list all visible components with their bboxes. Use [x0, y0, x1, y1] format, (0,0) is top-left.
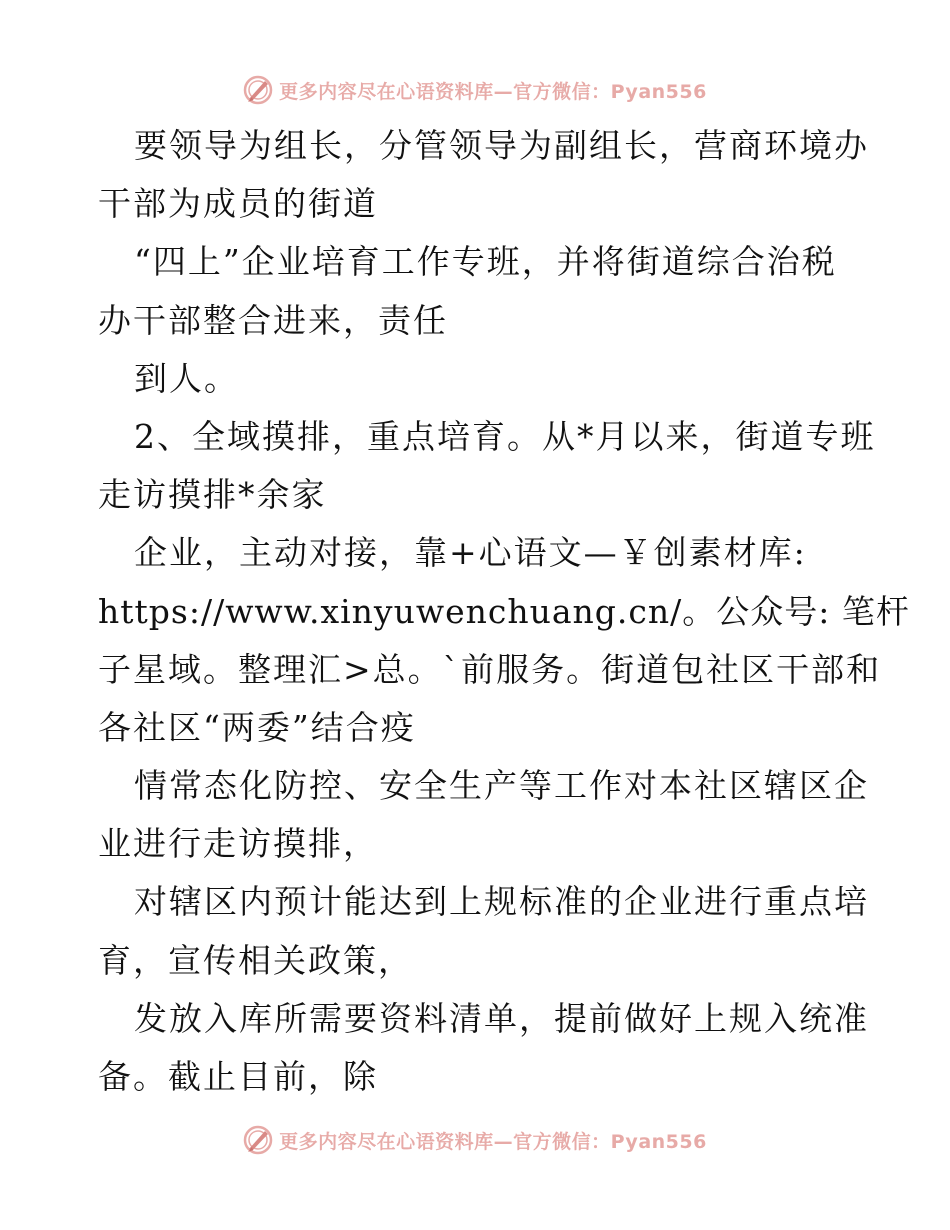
body-line: 2、全域摸排，重点培育。从*月以来，街道专班: [134, 416, 876, 456]
body-line: 对辖区内预计能达到上规标准的企业进行重点培: [134, 882, 869, 922]
body-line: https://www.xinyuwenchuang.cn/。公众号: 笔杆: [98, 591, 910, 631]
footer-banner: [0, 1120, 950, 1160]
body-line: 情常态化防控、安全生产等工作对本社区辖区企: [134, 766, 869, 806]
body-line: 育，宣传相关政策，: [98, 940, 413, 980]
body-line: 干部为成员的街道: [98, 184, 378, 224]
body-line: 备。截止目前，除: [98, 1057, 378, 1096]
header-banner-text: 更多内容尽在心语资料库—官方微信：Pyan556: [279, 80, 707, 103]
body-line: 业进行走访摸排，: [98, 824, 378, 864]
body-line: 企业，主动对接，靠+心语文—￥创素材库:: [134, 533, 807, 573]
body-line: 各社区“两委”结合疫: [98, 707, 416, 747]
footer-banner-text: 更多内容尽在心语资料库—官方微信：Pyan556: [279, 1130, 707, 1153]
body-line: “四上”企业培育工作专班，并将街道综合治税: [134, 242, 837, 282]
quill-pen-logo-icon: [243, 1125, 273, 1155]
body-line: 办干部整合进来，责任: [98, 300, 448, 340]
header-banner: [0, 70, 950, 110]
document-body: [98, 117, 910, 1106]
body-line: 到人。: [134, 358, 239, 398]
quill-pen-logo-icon: [243, 75, 273, 105]
body-line: 走访摸排*余家: [98, 475, 327, 515]
body-line: 要领导为组长，分管领导为副组长，营商环境办: [134, 126, 869, 165]
body-line: 发放入库所需要资料清单，提前做好上规入统准: [134, 998, 869, 1038]
body-line: 子星域。整理汇>总。`前服务。街道包社区干部和: [98, 649, 882, 689]
